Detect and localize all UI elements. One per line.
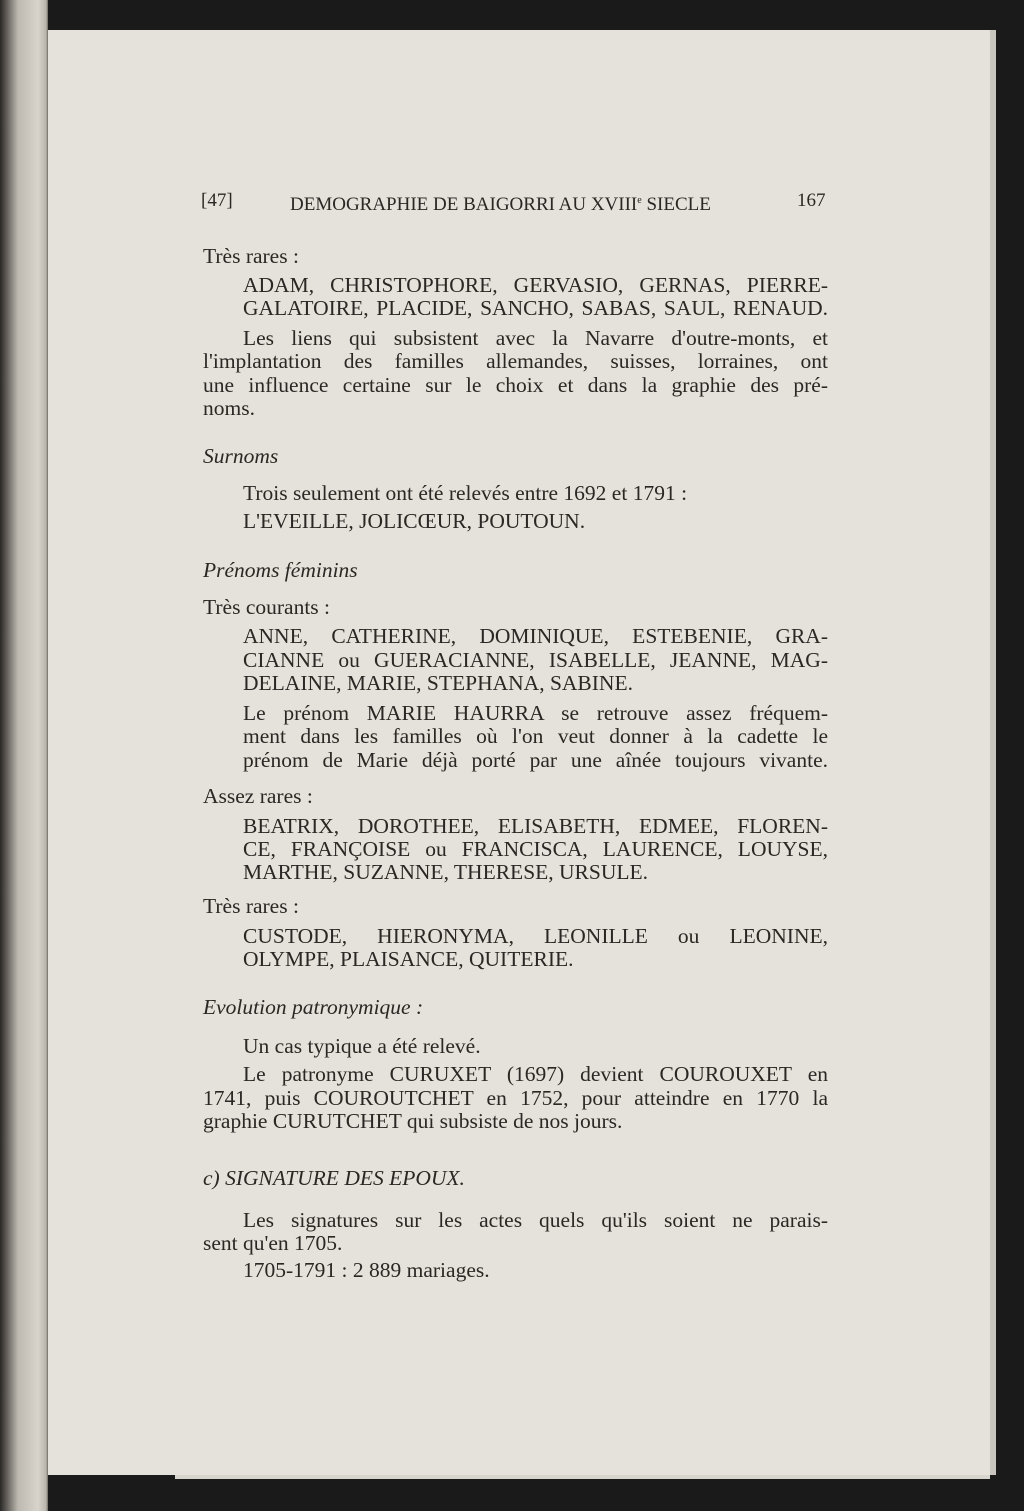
text-line: Le prénom MARIE HAURRA se retrouve assez fréquem-	[243, 701, 828, 725]
text-line: Les liens qui subsistent avec la Navarre d'outre-monts, et	[243, 326, 828, 350]
text-line: GALATOIRE, PLACIDE, SANCHO, SABAS, SAUL, RENAUD.	[243, 296, 828, 320]
text-line: 1705-1791 : 2 889 mariages.	[243, 1258, 490, 1282]
text-line: L'EVEILLE, JOLICŒUR, POUTOUN.	[243, 509, 586, 533]
text-line: 1741, puis COUROUTCHET en 1752, pour atteindre en 1770 la	[203, 1086, 828, 1110]
text-line: sent qu'en 1705.	[203, 1231, 343, 1255]
running-title: DEMOGRAPHIE DE BAIGORRI AU XVIIIe SIECLE	[290, 194, 711, 215]
page-number: 167	[797, 190, 826, 211]
text-line: une influence certaine sur le choix et dans la graphie des pré-	[203, 373, 828, 397]
subheading: Très courants :	[203, 595, 331, 619]
text-line: Le patronyme CURUXET (1697) devient COUROUXET en	[243, 1062, 828, 1086]
text-line: ADAM, CHRISTOPHORE, GERVASIO, GERNAS, PIERRE-	[243, 273, 828, 297]
chapter-number: [47]	[201, 190, 233, 211]
text-line: DELAINE, MARIE, STEPHANA, SABINE.	[243, 671, 633, 695]
text-line: MARTHE, SUZANNE, THERESE, URSULE.	[243, 860, 649, 884]
text-line: noms.	[203, 396, 255, 420]
page-edge	[990, 30, 996, 1475]
facing-page-edge	[0, 0, 48, 1511]
subheading: Très rares :	[203, 894, 299, 918]
text-line: prénom de Marie déjà porté par une aînée toujours vivante.	[243, 748, 828, 772]
text-line: l'implantation des familles allemandes, suisses, lorraines, ont	[203, 349, 828, 373]
text-line: ment dans les familles où l'on veut donner à la cadette le	[243, 724, 828, 748]
section-heading: Surnoms	[203, 444, 279, 468]
text-line: Trois seulement ont été relevés entre 1692 et 1791 :	[243, 481, 688, 505]
section-heading: Prénoms féminins	[203, 558, 358, 582]
section-heading: c) SIGNATURE DES EPOUX.	[203, 1166, 465, 1190]
section-heading: Evolution patronymique :	[203, 995, 424, 1019]
text-line: Un cas typique a été relevé.	[243, 1034, 481, 1058]
text-line: CIANNE ou GUERACIANNE, ISABELLE, JEANNE, MAG-	[243, 648, 828, 672]
subheading: Assez rares :	[203, 784, 313, 808]
text-line: OLYMPE, PLAISANCE, QUITERIE.	[243, 947, 574, 971]
text-line: BEATRIX, DOROTHEE, ELISABETH, EDMEE, FLOREN-	[243, 814, 828, 838]
text-line: CUSTODE, HIERONYMA, LEONILLE ou LEONINE,	[243, 924, 828, 948]
text-line: CE, FRANÇOISE ou FRANCISCA, LAURENCE, LOUYSE,	[243, 837, 828, 861]
text-line: graphie CURUTCHET qui subsiste de nos jours.	[203, 1109, 623, 1133]
text-line: Les signatures sur les actes quels qu'ils soient ne parais-	[243, 1208, 828, 1232]
subheading: Très rares :	[203, 244, 299, 268]
text-line: ANNE, CATHERINE, DOMINIQUE, ESTEBENIE, GRA-	[243, 624, 828, 648]
page-edge-bottom	[175, 1475, 990, 1479]
